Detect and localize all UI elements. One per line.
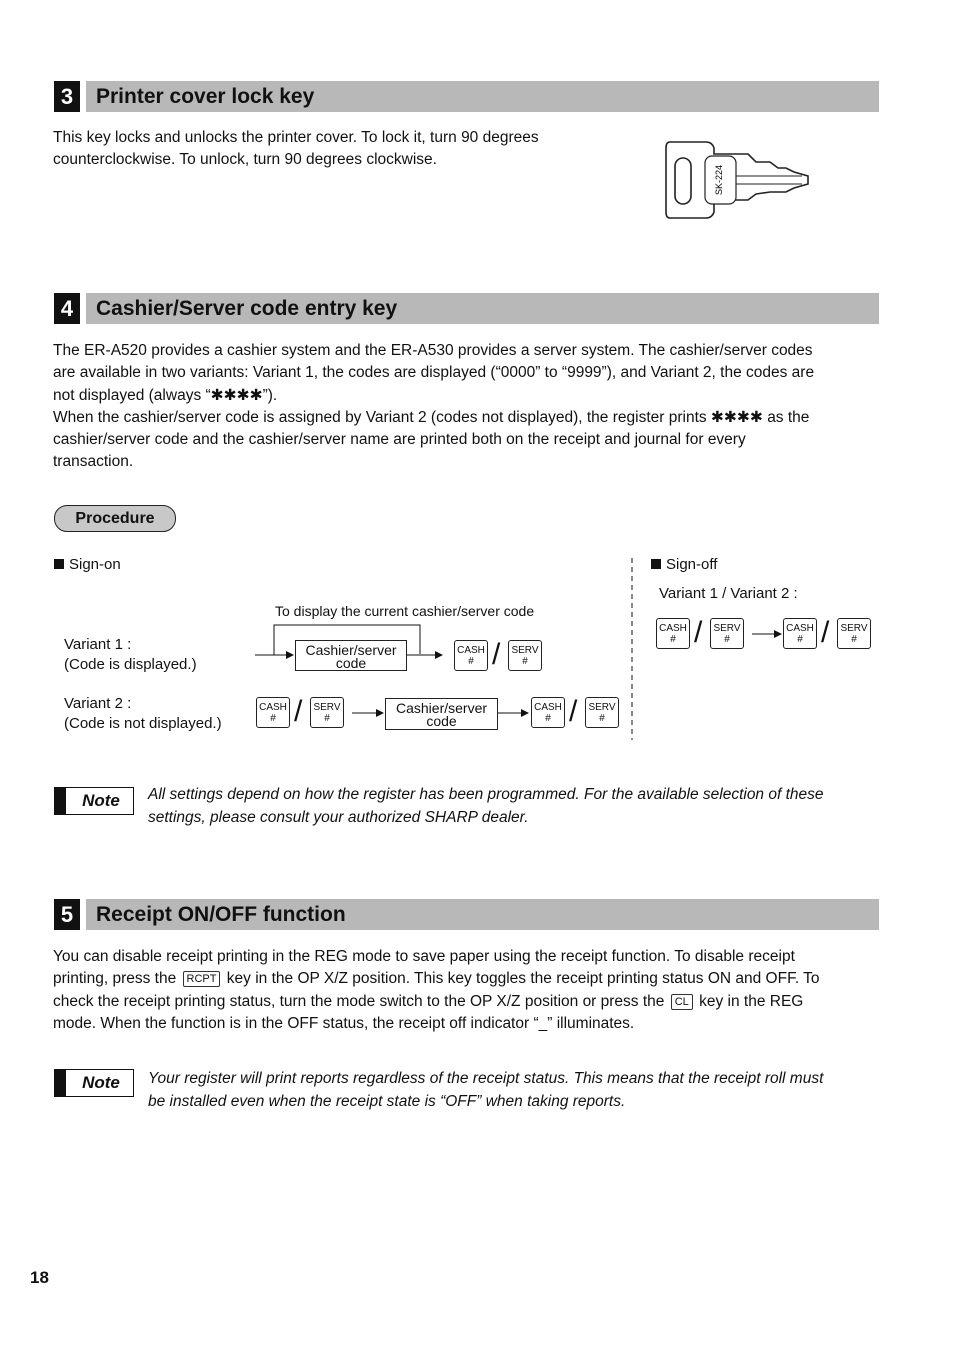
note-label-text: Note	[82, 1073, 120, 1092]
key-label: CASH	[534, 702, 562, 713]
key-symbol: #	[468, 656, 474, 667]
key-symbol: #	[324, 713, 330, 724]
note-text	[148, 1068, 893, 1113]
cash-key	[454, 640, 488, 671]
body-line: The ER-A520 provides a cashier system and the ER-A530 provides a server system. The cashier/server codes	[53, 342, 813, 359]
key-label: CASH	[457, 645, 485, 656]
note-label-text: Note	[82, 791, 120, 810]
procedure-label: Procedure	[54, 505, 176, 532]
serv-key	[310, 697, 344, 728]
variant-2-title: Variant 2 :	[64, 695, 132, 712]
key-label: CASH	[786, 623, 814, 634]
variant-1-desc: (Code is displayed.)	[64, 656, 197, 673]
variant-2-desc: (Code is not displayed.)	[64, 715, 222, 732]
key-symbol: #	[270, 713, 276, 724]
sign-off-heading	[651, 556, 717, 573]
section-title: Cashier/Server code entry key	[86, 293, 879, 324]
key-symbol: #	[599, 713, 605, 724]
note-line: All settings depend on how the register has been programmed. For the available selection of these	[148, 786, 824, 803]
note-line: settings, please consult your authorized SHARP dealer.	[148, 808, 529, 826]
cash-key	[783, 618, 817, 649]
section-5-header	[54, 899, 879, 930]
code-box-line: code	[335, 655, 367, 671]
body-line	[53, 968, 893, 990]
square-bullet-icon	[651, 559, 661, 569]
body-line: transaction.	[53, 453, 134, 471]
note-marker-icon	[55, 788, 66, 814]
slash-separator: /	[821, 616, 830, 649]
cash-key	[531, 697, 565, 728]
slash-separator: /	[294, 695, 303, 728]
serv-key	[710, 618, 744, 649]
sign-on-label: Sign-on	[69, 556, 121, 573]
key-symbol: #	[545, 713, 551, 724]
body-line: are available in two variants: Variant 1, the codes are displayed (“0000” to “9999”), and Variant 2, the codes are	[53, 364, 815, 382]
note-line: Your register will print reports regardless of the receipt status. This means that the receipt roll must	[148, 1070, 824, 1087]
note-line: be installed even when the receipt state is “OFF” when taking reports.	[148, 1092, 626, 1110]
key-symbol: #	[670, 634, 676, 645]
sign-off-variants: Variant 1 / Variant 2 :	[659, 585, 798, 602]
slash-separator: /	[569, 695, 578, 728]
key-label: SERV	[840, 623, 868, 634]
body-line: cashier/server code and the cashier/server name are printed both on the receipt and journal for every	[53, 431, 746, 449]
key-label: CASH	[659, 623, 687, 634]
code-box-line: code	[426, 713, 457, 729]
body-line: This key locks and unlocks the printer cover. To lock it, turn 90 degrees	[53, 129, 539, 146]
body-line: You can disable receipt printing in the REG mode to save paper using the receipt function. To disable receipt	[53, 948, 795, 965]
serv-key	[508, 640, 542, 671]
display-note: To display the current cashier/server code	[275, 603, 535, 619]
text-span: printing, press the	[53, 970, 177, 988]
key-model-label: SK-224	[714, 164, 724, 196]
page-number: 18	[30, 1268, 49, 1287]
body-line: counterclockwise. To unlock, turn 90 degrees clockwise.	[53, 151, 437, 169]
section-title: Receipt ON/OFF function	[86, 899, 879, 930]
section-5-body	[53, 946, 893, 1035]
key-label: SERV	[588, 702, 616, 713]
body-line: mode. When the function is in the OFF status, the receipt off indicator “_” illuminates.	[53, 1014, 635, 1032]
serv-key	[837, 618, 871, 649]
section-number: 4	[54, 293, 80, 324]
key-label: SERV	[713, 623, 741, 634]
code-box-line: Cashier/server	[395, 700, 488, 716]
text-span: key in the OP X/Z position. This key toggles the receipt printing status ON and OFF. To	[226, 970, 820, 988]
text-span: check the receipt printing status, turn the mode switch to the OP X/Z position or press the	[53, 992, 665, 1010]
key-symbol: #	[724, 634, 730, 645]
sign-off-label: Sign-off	[666, 556, 718, 573]
cashier-code-box	[385, 698, 498, 730]
key-label: CASH	[259, 702, 287, 713]
key-label: SERV	[313, 702, 341, 713]
code-box-line: Cashier/server	[305, 642, 397, 658]
key-symbol: #	[797, 634, 803, 645]
body-line	[53, 991, 893, 1013]
body-line: When the cashier/server code is assigned by Variant 2 (codes not displayed), the register prints ✱✱✱✱ as the	[53, 408, 810, 426]
key-symbol: #	[851, 634, 857, 645]
key-symbol: #	[522, 656, 528, 667]
key-label: SERV	[511, 645, 539, 656]
note-label	[54, 1069, 134, 1097]
cashier-code-box	[295, 640, 407, 671]
cash-key	[656, 618, 690, 649]
note-text	[148, 784, 893, 829]
note-label	[54, 787, 134, 815]
section-title: Printer cover lock key	[86, 81, 879, 112]
body-line: not displayed (always “✱✱✱✱”).	[53, 386, 278, 404]
serv-key	[585, 697, 619, 728]
text-span: key in the REG	[699, 992, 804, 1010]
cash-key	[256, 697, 290, 728]
cl-key-icon: CL	[671, 994, 693, 1010]
section-number: 3	[54, 81, 80, 112]
slash-separator: /	[492, 638, 501, 671]
rcpt-key-icon: RCPT	[183, 971, 221, 987]
slash-separator: /	[694, 616, 703, 649]
variant-1-title: Variant 1 :	[64, 636, 132, 653]
section-number: 5	[54, 899, 80, 930]
note-marker-icon	[55, 1070, 66, 1096]
